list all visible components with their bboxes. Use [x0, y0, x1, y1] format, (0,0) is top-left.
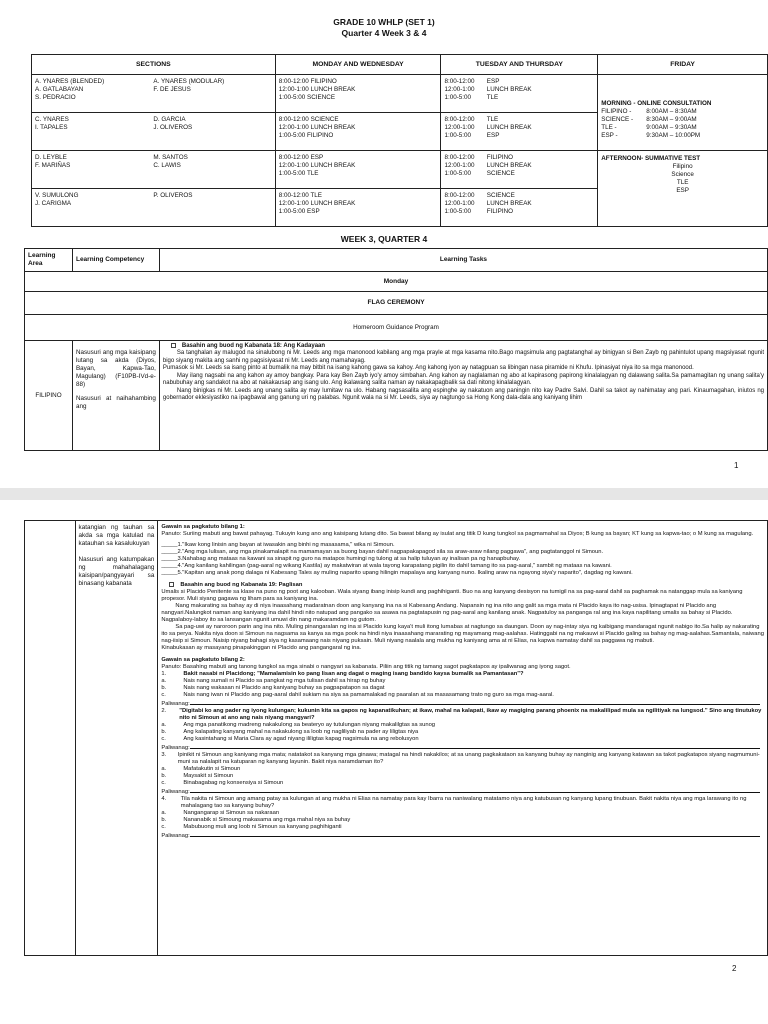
choice-text: Nais nang sumali ni Placido sa pangkat ng mga tulisan dahil sa hirap ng buhay: [183, 678, 386, 685]
activity-item: _____3.Nahabag ang mataas na kawani sa sinapit ng guro na matapos humingi ng tulong at sa halip tuluyan ay inalisan pa ng hanapbuhay.: [161, 556, 521, 562]
consult-subject: TLE -: [601, 124, 617, 131]
header-sections: SECTIONS: [32, 55, 276, 75]
choice-text: Nais nang iwan ni Placido ang pag-aaral dahil sukiam na siya sa pamamalakad ng paaralan at sa masasamang trato ng guro sa mga mag-aaral.: [183, 692, 554, 699]
choice-text: Nananabik si Simoung makasama ang mga mahal niya sa buhay: [183, 817, 351, 824]
checkbox-icon: [171, 343, 176, 348]
section-name: F. MARIÑAS: [35, 162, 71, 169]
schedule-row: [32, 151, 768, 189]
section-name: D. LEYBLE: [35, 154, 67, 161]
tue-thu-cell: [441, 151, 598, 189]
question-block: [161, 796, 764, 840]
instructions: Panuto: Suriing mabuti ang bawat pahayag. Tukuyin kung ano ang kaisipang lutang dito. Sa bawat bilang ay isulat ang titik D kung tungkol sa pagmamahal sa Diyos; B kung sa bayan; KT kung sa kapwa-tao; o M kung sa magulang.: [161, 531, 754, 537]
week-title: WEEK 3, QUARTER 4: [340, 234, 428, 244]
choice-letter: c.: [161, 736, 166, 743]
competency-cell: [75, 521, 158, 956]
monday-row: [25, 272, 768, 292]
page-number: 1: [734, 461, 739, 470]
choice-letter: b.: [161, 729, 167, 736]
choice-letter: c.: [161, 824, 166, 831]
competency-text: Nasusuri ang mga kaisipang lutang sa akda (Diyos, Bayan, Kapwa-Tao, Magulang) (F10PB-IVd-e-88): [75, 349, 156, 388]
page-number: 2: [732, 964, 737, 973]
mon-wed-cell: [275, 151, 441, 189]
tasks-table: [24, 248, 768, 451]
section-name: J. OLIVEROS: [153, 124, 193, 131]
answer-line[interactable]: [190, 831, 760, 837]
explanation-line[interactable]: [161, 831, 764, 840]
summary-paragraph: Kinabukasan ay masayang pinapakinggan ni Placido ang pangangaral ng ina.: [161, 645, 362, 652]
checkbox-icon: [169, 582, 174, 587]
consult-time: 9:30AM – 10:00PM: [646, 132, 701, 139]
time-slot: 12:00-1:00 LUNCH BREAK: [444, 86, 532, 93]
choice-letter: c.: [161, 692, 166, 699]
question-text: Bakit nasabi ni Placidong; "Mamalamisin ko pang lisan ang dagat o maging isang bandido kaysa bumalik sa Pamantasan"?: [183, 671, 524, 678]
time-slot: 1:00-5:00 FILIPINO: [278, 132, 334, 139]
time-slot: 8:00-12:00 FILIPINO: [444, 154, 514, 161]
question-text: "Digitabi ko ang pader ng iyong kulungan; kukunin kita sa gapos ng kapanatikuhan; at ikaw, mahal na kalapati, ikaw ay magiging parang phoenix na makalilipad mula sa ngilitiyak na lungsod." Sino ang tinutukoy nito ni Simoun at ano ang nais niyang mangyari?: [179, 708, 762, 722]
competency-text: Nasusuri at naihahambing ang: [75, 395, 156, 410]
header-learning-competency: Learning Competency: [72, 249, 159, 272]
answer-line[interactable]: [190, 699, 760, 705]
consult-line: [601, 116, 764, 124]
question-block: [161, 708, 764, 752]
time-slot: 12:00-1:00 LUNCH BREAK: [278, 200, 356, 207]
choice-letter: b.: [161, 817, 167, 824]
choice-text: Ang mga panatikong madreng nakakulong sa beateryo ay tutulungan niyang makalilgtas sa sunog: [183, 722, 436, 729]
doc-subtitle: Quarter 4 Week 3 & 4: [341, 28, 427, 38]
schedule-header-row: [32, 55, 768, 75]
page-1: [0, 0, 768, 488]
summary-paragraph: Nang makarating sa bahay ay di niya inaasahang madaratnan doon ang kanyang ina na si Kabesang Andang. Napansin ng ina nito ang galit sa mga mata ni Placido kaya ito nag-usisa. Ipinagtapat ni Placido ang nangyari.Nalungkot naman ang kaniyang ina dahil hindi nito natupad ang pangako sa asawa na pagtatapusin ng pag-aaral ang kanilang anak. Nagpatuloy sa panganga ral ang ina kaya napilitang umalis sa bahay si Placido. Nagpalaboy-laboy ito sa lansangan ngunit umuwi din nang makaramdam ng gutom.: [161, 603, 733, 624]
choice-text: Nais nang wakasan ni Placido ang kaniyang buhay sa pagpapatapon sa dagat: [183, 685, 385, 692]
question-block: [161, 671, 764, 708]
explanation-line[interactable]: [161, 743, 764, 752]
doc-title: GRADE 10 WHLP (SET 1): [333, 17, 435, 27]
time-slot: 1:00-5:00 ESP: [444, 132, 500, 139]
explanation-label: Paliwanag:: [161, 745, 190, 752]
homeroom-row: [25, 315, 768, 341]
choice-letter: a.: [161, 678, 167, 685]
learning-area-blank: [25, 521, 76, 956]
time-slot: 8:00-12:00 ESP: [278, 154, 324, 161]
friday-afternoon-heading: AFTERNOON- SUMMATIVE TEST: [601, 155, 701, 162]
choice-text: Ang kalapating kanyang mahal na nakakulong sa loob ng nagliliyab na pader ay liligtas niya: [183, 729, 419, 736]
section-name: A. GATLABAYAN: [35, 86, 84, 93]
friday-morning-heading: MORNING - ONLINE CONSULTATION: [601, 100, 712, 107]
filipino-row: [25, 341, 768, 451]
test-subject: Filipino: [672, 163, 693, 170]
instructions: Panuto: Basahing mabuti ang tanong tungkol sa mga sinabi o nangyari sa kabanata. Piliin ang titik ng tamang sagot pagkatapos ay ipaliwanag ang iyong sagot.: [161, 664, 571, 671]
reading-heading: [169, 582, 764, 589]
test-subject: TLE: [676, 179, 689, 186]
section-name: F. DE JESUS: [153, 86, 191, 93]
time-slot: 1:00-5:00 TLE: [278, 170, 319, 177]
schedule-table: [31, 54, 768, 227]
time-slot: 8:00-12:00 ESP: [444, 78, 500, 85]
explanation-label: Paliwanag:: [161, 701, 190, 708]
header-learning-area: Learning Area: [25, 249, 73, 272]
summary-paragraph: Umalis si Placido Penitente sa klase na puno ng poot ang kalooban. Wala siyang ibang inisip kundi ang paghihiganti. Buo na ang kanyang desisyon na tumigil na sa pag-aaral dahil sa paghamak na natanggap mula sa kaniyang propesor. Muli siyang gagawa ng liham para sa kaniyang ina.: [161, 589, 743, 603]
reading-title: Basahin ang buod ng Kabanata 19: Paglisan: [180, 582, 303, 589]
time-slot: 8:00-12:00 TLE: [444, 116, 499, 123]
header-learning-tasks: Learning Tasks: [159, 249, 767, 272]
section-name: A. YNARES (MODULAR): [153, 78, 225, 85]
activity-item: _____2."Ang mga lulisan, ang mga pinakamalapit na mamamayan sa buong bayan dahil nagpapakapagod sila sa araw-araw nilang paggawa", ang pagtatanggol ni Simoun.: [161, 549, 604, 555]
consult-time: 8:30AM – 9:00AM: [646, 116, 697, 123]
choice-text: Binabagabag ng konsensiya si Simoun: [183, 780, 284, 787]
time-slot: 12:00-1:00 LUNCH BREAK: [444, 124, 532, 131]
time-slot: 8:00-12:00 TLE: [278, 192, 322, 199]
mon-wed-cell: [275, 75, 441, 113]
activity-item: _____1."Ikaw kong linisin ang bayan at iwasakin ang binhi ng masasama," wika ni Simoun.: [161, 542, 395, 548]
time-slot: 8:00-12:00 SCIENCE: [444, 192, 515, 199]
question-number: 1.: [161, 671, 167, 678]
choice-letter: c.: [161, 780, 166, 787]
summary-paragraph: Sa tanghalan ay malugod na sinalubong ni Mr. Leeds ang mga manonood kabilang ang mga prayle at mga kasama nito.Bago magsimula ang pagtatanghal ay binigyan si Ben Zayb ng pahintulot upang magsiyasat ngunit bigo siyang makita ang sanhi ng pagsisiyasat ni Mr. Leeds ang mamahayag.: [162, 350, 764, 364]
consult-time: 9:00AM – 9:30AM: [646, 124, 697, 131]
time-slot: 12:00-1:00 LUNCH BREAK: [278, 86, 356, 93]
filipino-row-continued: [25, 521, 768, 956]
summary-paragraph: Pumasok si Mr. Leeds sa isang pinto at bumalik na may bitbit na isang kahong gawa sa kahoy. Ang kahong iyon ay natagpuan sa libingan nasa piramide ni Khufu. Ipinasiyat niya ito sa mga manonood.: [162, 365, 694, 372]
sections-cell: [32, 189, 276, 227]
tue-thu-cell: [441, 189, 598, 227]
section-name: C. YNARES: [35, 116, 69, 123]
friday-afternoon-cell: [598, 151, 768, 227]
time-slot: 1:00-5:00 TLE: [444, 94, 499, 101]
flag-ceremony: FLAG CEREMONY: [25, 292, 768, 315]
schedule-row: [32, 75, 768, 113]
consult-line: [601, 124, 764, 132]
consult-time: 8:00AM – 8:30AM: [646, 108, 697, 115]
choice-letter: b.: [161, 685, 167, 692]
section-name: P. OLIVEROS: [153, 192, 193, 199]
time-slot: 1:00-5:00 SCIENCE: [444, 170, 515, 177]
question-number: 2.: [161, 708, 167, 715]
friday-morning-cell: [598, 75, 768, 151]
sections-cell: [32, 113, 276, 151]
section-name: J. CARIGMA: [35, 200, 72, 207]
sections-cell: [32, 75, 276, 113]
section-name: M. SANTOS: [153, 154, 188, 161]
choice-text: Mabubuong muli ang loob ni Simoun sa kanyang paghihiganti: [183, 824, 342, 831]
section-name: D. GARCIA: [153, 116, 186, 123]
tue-thu-cell: [441, 113, 598, 151]
tue-thu-cell: [441, 75, 598, 113]
section-name: S. PEDRACIO: [35, 94, 76, 101]
task-cell: [159, 341, 767, 451]
choice-letter: a.: [161, 810, 167, 817]
time-slot: 12:00-1:00 LUNCH BREAK: [444, 162, 532, 169]
consult-subject: SCIENCE -: [601, 116, 634, 123]
time-slot: 8:00-12:00 SCIENCE: [278, 116, 339, 123]
question-number: 4.: [161, 796, 167, 803]
header-friday: FRIDAY: [598, 55, 768, 75]
consult-line: [601, 108, 764, 116]
header-mon-wed: MONDAY AND WEDNESDAY: [275, 55, 441, 75]
choice-text: Mafatakutin si Simoun: [183, 766, 241, 773]
mon-wed-cell: [275, 113, 441, 151]
question-text: Tila nakita ni Simoun ang amang patay sa kulungan at ang mukha ni Elias na namatay para kay Ibarra na naniwalang matatamo niya ang katubusan ng kanyang lupang tinubuan. Bakit nakita niya ang mga larawang ito ng mahalagang tao sa kanyang buhay?: [180, 796, 747, 810]
question-block: [161, 752, 764, 796]
answer-line[interactable]: [190, 787, 760, 793]
choice-text: Maysakit si Simoun: [183, 773, 234, 780]
section-name: C. LAWIS: [153, 162, 181, 169]
section-name: A. YNARES (BLENDED): [35, 78, 105, 85]
tasks-header-row: [25, 249, 768, 272]
consult-subject: ESP -: [601, 132, 618, 139]
choice-letter: a.: [161, 722, 167, 729]
homeroom-program: Homeroom Guidance Program: [25, 315, 768, 341]
competency-cell: [72, 341, 159, 451]
explanation-label: Paliwanag:: [161, 833, 190, 840]
competency-text: katangian ng tauhan sa akda sa mga katulad na katauhan sa kasalukuyan: [78, 524, 155, 547]
sections-cell: [32, 151, 276, 189]
flag-row: [25, 292, 768, 315]
choice-letter: a.: [161, 766, 167, 773]
test-subject: Science: [671, 171, 694, 178]
time-slot: 8:00-12:00 FILIPINO: [278, 78, 337, 85]
reading-title: Basahin ang buod ng Kabanata 18: Ang Kadayaan: [181, 343, 326, 350]
competency-text: Nasusuri ang katumpakan ng mahahalagang kaisipan/pangyayari sa binasang kabanata: [78, 556, 155, 587]
time-slot: 1:00-5:00 FILIPINO: [444, 208, 514, 215]
mon-wed-cell: [275, 189, 441, 227]
choice-text: Ang kasintahang si Maria Clara ay agad niyang ililigtas kapag nagsimula na ang rebolusyon: [183, 736, 419, 743]
reading-heading: [171, 343, 764, 350]
explanation-line[interactable]: [161, 787, 764, 796]
task-cell: [158, 521, 768, 956]
time-slot: 12:00-1:00 LUNCH BREAK: [278, 124, 356, 131]
time-slot: 12:00-1:00 LUNCH BREAK: [278, 162, 356, 169]
time-slot: 12:00-1:00 LUNCH BREAK: [444, 200, 532, 207]
summary-paragraph: Nang binigkas ni Mr. Leeds ang unang salita ay may lumitaw na ulo. Habang nagsasalita ang espinghe ay nakatuon ang paningin nito kay Padre Salvi. Dahil sa takot ay nahimatay ang pari. Kinaumagahan, iniutos ng gobernador eklesiyastiko na ipagbawal ang ganung uri ng palabas. Ngunit wala na si Mr. Leeds, siya ay nagtungo sa Hong Kong dala-dala ang kaniyang lihim: [162, 387, 764, 401]
summary-paragraph: May ilang nagsabi na ang kahon ay amoy bangkay. Para kay Ben Zayb iyo'y amoy simbahan. Ang kahon ay naglalaman ng abo at kapirasong papirong kinalalagyan ng dalawang salita.Sa pamamagitan ng unang salita'y nabubuhay ang sandakot na abo at nakakausap ang isang ulo. Ang ikalawang salita naman ay nakakapagbalik sa dati nitong kinalalagyan.: [162, 372, 764, 387]
consult-line: [601, 132, 764, 140]
activity-title: Gawain sa pagkatuto bilang 2:: [161, 657, 245, 664]
question-number: 3.: [161, 752, 167, 759]
answer-line[interactable]: [190, 743, 760, 749]
time-slot: 1:00-5:00 SCIENCE: [278, 94, 336, 101]
consult-subject: FILIPINO -: [601, 108, 632, 115]
section-name: V. SUMULONG: [35, 192, 79, 199]
test-subject: ESP: [676, 187, 689, 194]
explanation-line[interactable]: [161, 699, 764, 708]
choice-text: Nangangarap si Simoun sa nakaraan: [183, 810, 280, 817]
question-text: Ipinikit ni Simoun ang kaniyang mga mata; natatakot sa kanyang mga ginawa; matagal na hindi nakakilos; at sa unang pagkakataon sa kanyang buhay ay nanginig ang kanyang katawan sa takot pagkatapos siyang nagmumuni-muni sa nalalapit na katuparan ng kanyang layunin. Bakit niya naramdaman ito?: [177, 752, 760, 766]
activity-item: _____4."Ang kanilang kahilingan (pag-aaral ng wikang Kastila) ay makatwiran at wala tayong karapatang pigilin ito dahil tamang ito sa pag-aaral," sambit ng mataas na kawani.: [161, 563, 612, 569]
header-tue-thu: TUESDAY AND THURSDAY: [441, 55, 598, 75]
day-monday: Monday: [25, 272, 768, 292]
section-name: I. TAPALES: [35, 124, 68, 131]
learning-area-filipino: FILIPINO: [25, 341, 73, 451]
activity-title: Gawain sa pagkatuto bilang 1:: [161, 524, 245, 530]
summary-paragraph: Sa pag-uwi ay naroroon parin ang ina nito. Muling pinangaralan ng ina si Placido kung kaya't muli itong lumabas at nagtungo sa daungan. Doon ay nag-intay siya ng kaibigang mandaragat ngunit nabigo ito.Sa halip ay nakarating ito sa perya. Nakita niya doon si Simoun na nagsama sa kanya sa mga pook na hindi niya inaasahang mararating ng mayamang mag-aalahas. Hatinggabi na ng makauwi si Placido galing sa bahay ng mag-aalahas.Samantala, naiwang nag-iisip si Simoun. Naisip niyang bahagi siya ng kasamaang nais niyang puksain. Muli niyang naalala ang mukha ng kaniyang ama at ni Elias, na kapwa namatay dahil sa paggawa ng mabuti.: [161, 624, 764, 645]
explanation-label: Paliwanag:: [161, 789, 190, 796]
tasks-table-continued: [24, 520, 768, 956]
choice-letter: b.: [161, 773, 167, 780]
time-slot: 1:00-5:00 ESP: [278, 208, 320, 215]
page-gap: [0, 488, 768, 500]
activity-item: _____5."Kapitan ang anak pong dalaga ni Kabesang Tales ay muling naparito upang hilingin mapalaya ang kanyang nuno. Ikaling araw na ngayong siya'y naparito", dagdag ng kawani.: [161, 570, 633, 576]
